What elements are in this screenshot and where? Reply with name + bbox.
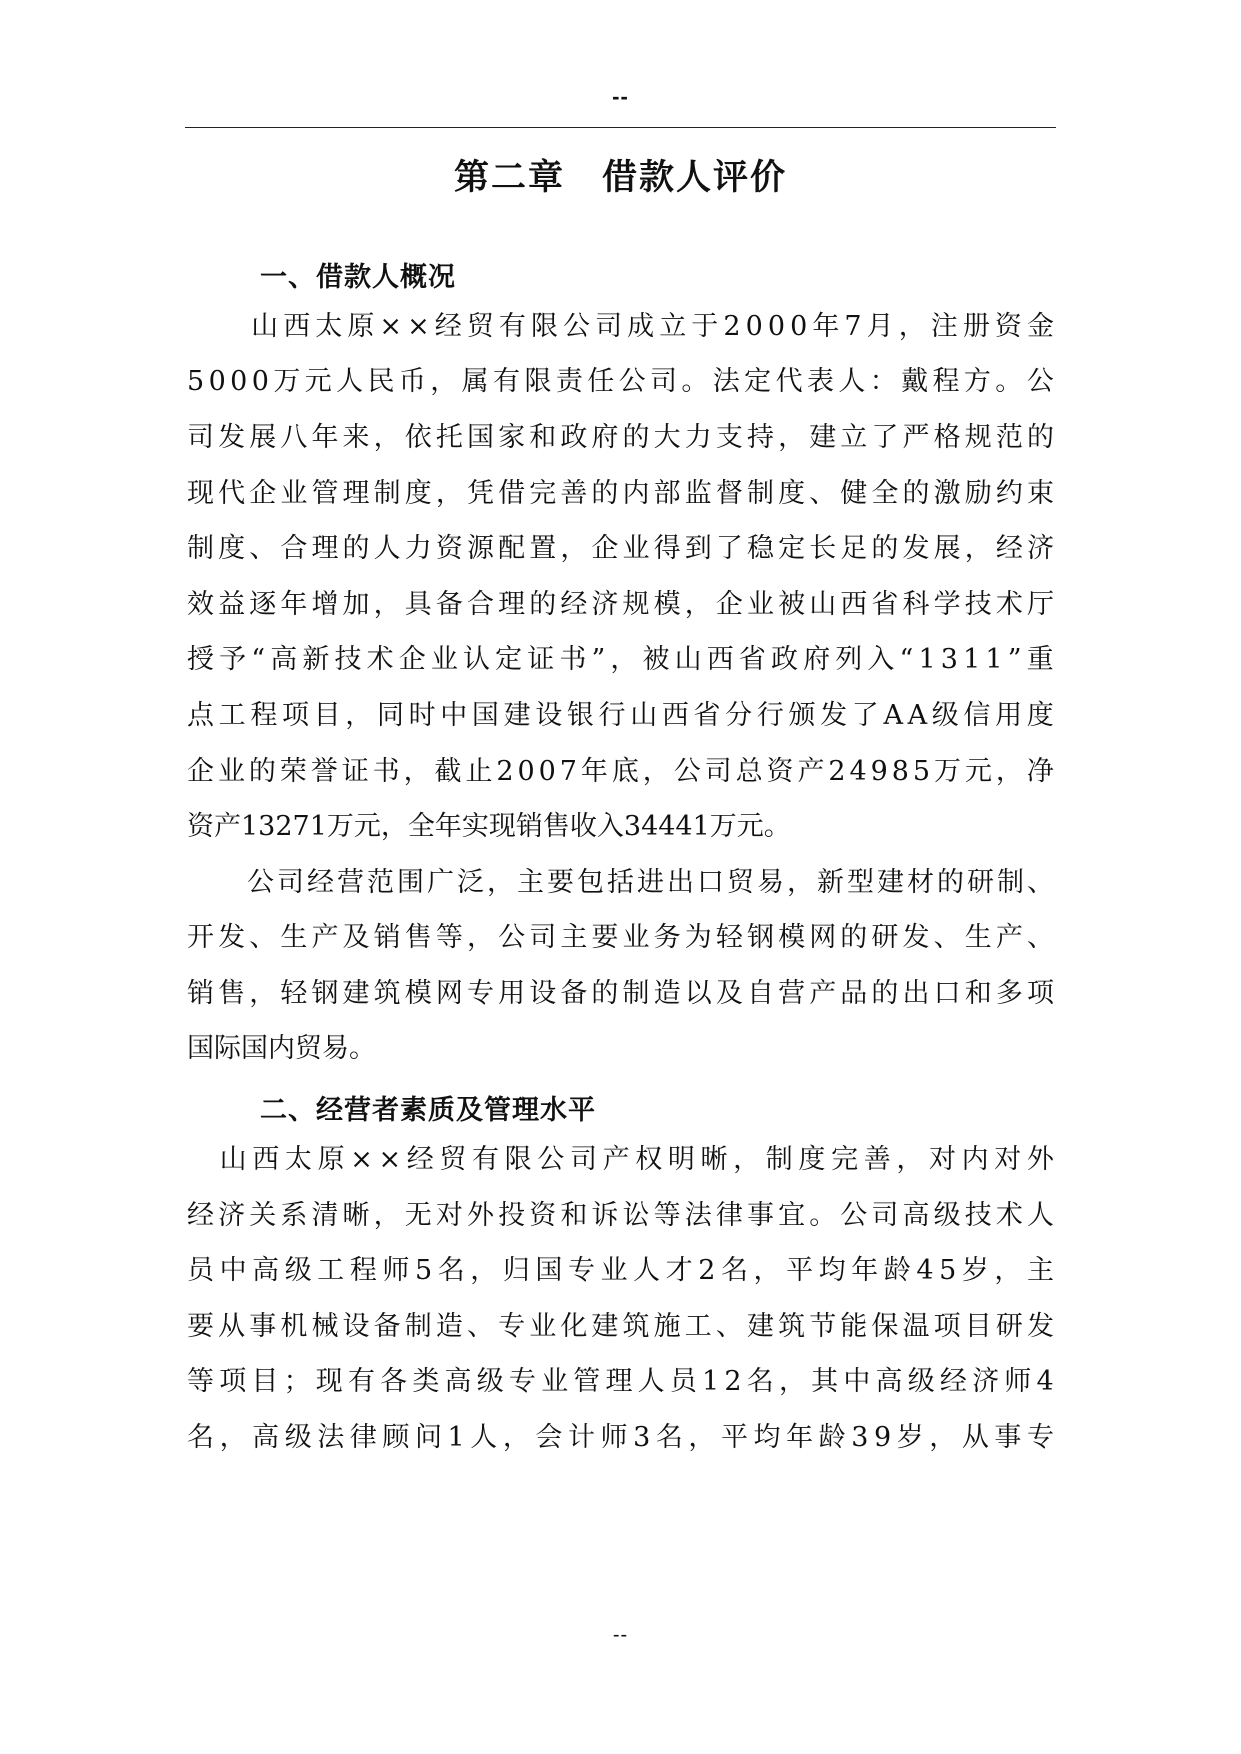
paragraph-line: 授 予 “ 高 新 技 术 企 业 认 定 证 书 ” ， 被 山 西 省 政 府 列 入 “ 1 3 1 1 ” 重 (187, 644, 1054, 675)
paragraph-line: 国际国内贸易。 (187, 1033, 376, 1064)
paragraph-line: 开 发 、 生 产 及 销 售 等 ， 公 司 主 要 业 务 为 轻 钢 模 网 的 研 发 、 生 产 、 (187, 922, 1054, 953)
paragraph-line: 名 ， 高 级 法 律 顾 问 1 人 ， 会 计 师 3 名 ， 平 均 年 龄 3 9 岁 ， 从 事 专 (187, 1422, 1054, 1453)
paragraph-line: 要 从 事 机 械 设 备 制 造 、 专 业 化 建 筑 施 工 、 建 筑 节 能 保 温 项 目 研 发 (187, 1311, 1054, 1342)
paragraph-line: 点 工 程 项 目 ， 同 时 中 国 建 设 银 行 山 西 省 分 行 颁 发 了 A A 级 信 用 度 (187, 700, 1054, 731)
paragraph-line: 等 项 目 ； 现 有 各 类 高 级 专 业 管 理 人 员 1 2 名 ， 其 中 高 级 经 济 师 4 (187, 1366, 1054, 1397)
paragraph-line: 现 代 企 业 管 理 制 度 ， 凭 借 完 善 的 内 部 监 督 制 度 、 健 全 的 激 励 约 束 (187, 478, 1054, 509)
paragraph-line: 山 西 太 原 × × 经 贸 有 限 公 司 成 立 于 2 0 0 0 年 7 月 ， 注 册 资 金 (251, 311, 1054, 342)
paragraph-line: 制 度 、 合 理 的 人 力 资 源 配 置 ， 企 业 得 到 了 稳 定 长 足 的 发 展 ， 经 济 (187, 533, 1054, 564)
page-header-mark: -- (612, 84, 629, 109)
paragraph-line: 司 发 展 八 年 来 ， 依 托 国 家 和 政 府 的 大 力 支 持 ， 建 立 了 严 格 规 范 的 (187, 422, 1054, 453)
paragraph-line: 资产13271万元，全年实现销售收入34441万元。 (187, 811, 791, 842)
section-heading-1: 一、借款人概况 (260, 262, 456, 293)
paragraph-line: 5 0 0 0 万 元 人 民 币 ， 属 有 限 责 任 公 司 。 法 定 代 表 人 ： 戴 程 方 。 公 (187, 366, 1054, 397)
paragraph-line: 山 西 太 原 × × 经 贸 有 限 公 司 产 权 明 晰 ， 制 度 完 善 ， 对 内 对 外 (219, 1144, 1054, 1175)
paragraph-line: 员 中 高 级 工 程 师 5 名 ， 归 国 专 业 人 才 2 名 ， 平 均 年 龄 4 5 岁 ， 主 (187, 1255, 1054, 1286)
paragraph-line: 效 益 逐 年 增 加 ， 具 备 合 理 的 经 济 规 模 ， 企 业 被 山 西 省 科 学 技 术 厅 (187, 589, 1054, 620)
paragraph-line: 经 济 关 系 清 晰 ， 无 对 外 投 资 和 诉 讼 等 法 律 事 宜 。 公 司 高 级 技 术 人 (187, 1200, 1054, 1231)
paragraph-line: 销 售 ， 轻 钢 建 筑 模 网 专 用 设 备 的 制 造 以 及 自 营 产 品 的 出 口 和 多 项 (187, 978, 1054, 1009)
paragraph-line: 公 司 经 营 范 围 广 泛 ， 主 要 包 括 进 出 口 贸 易 ， 新 型 建 材 的 研 制 、 (247, 867, 1054, 898)
paragraph-line: 企 业 的 荣 誉 证 书 ， 截 止 2 0 0 7 年 底 ， 公 司 总 资 产 2 4 9 8 5 万 元 ， 净 (187, 756, 1054, 787)
header-rule (185, 127, 1056, 128)
section-heading-2: 二、经营者素质及管理水平 (260, 1095, 596, 1126)
chapter-title: 第二章 借款人评价 (453, 158, 787, 198)
page-footer-mark: -- (612, 1624, 629, 1646)
